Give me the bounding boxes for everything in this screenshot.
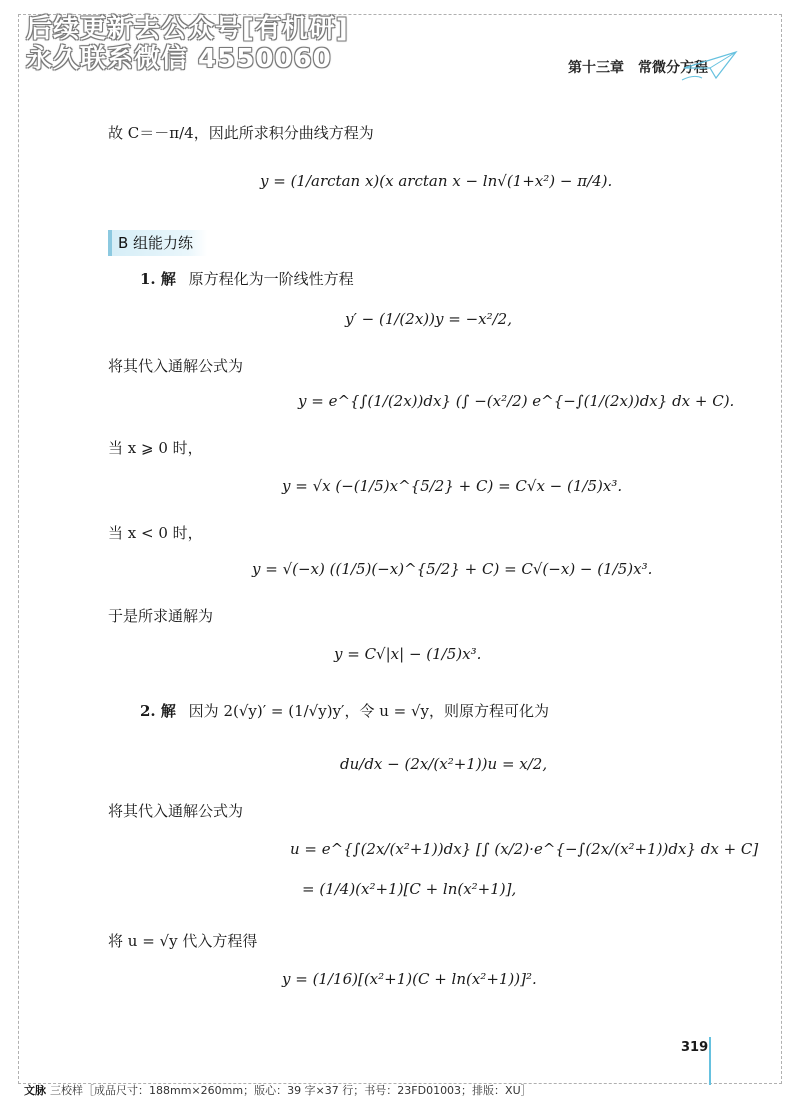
problem-1-text: 原方程化为一阶线性方程 (188, 270, 354, 288)
equation-4: y = √x (−(1/5)x^{5/2} + C) = C√x − (1/5)x³. (282, 477, 623, 495)
text-line: 故 C＝－π/4，因此所求积分曲线方程为 (108, 124, 374, 142)
problem-2-text: 因为 2(√y)′ = (1/√y)y′，令 u = √y，则原方程可化为 (188, 702, 550, 720)
equation-5: y = √(−x) ((1/5)(−x)^{5/2} + C) = C√(−x) − (1/5)x³. (252, 560, 653, 578)
equation-1: y = (1/arctan x)(x arctan x − ln√(1+x²) − π/4). (260, 172, 613, 190)
footer-brand: 文脉 (24, 1084, 46, 1097)
equation-9: y = (1/16)[(x²+1)(C + ln(x²+1))]². (282, 970, 537, 988)
section-title: B 组能力练 (108, 230, 207, 256)
footer (24, 1082, 532, 1098)
equation-8-line-2: = (1/4)(x²+1)[C + ln(x²+1)], (302, 880, 517, 898)
equation-6: y = C√|x| − (1/5)x³. (334, 645, 482, 663)
equation-3: y = e^{∫(1/(2x))dx} (∫ −(x²/2) e^{−∫(1/(2x))dx} dx + C). (298, 392, 735, 410)
text-line: 将 u = √y 代入方程得 (108, 932, 258, 950)
paper-plane-icon (680, 48, 740, 84)
text-line: 当 x ⩾ 0 时， (108, 439, 203, 457)
chapter-header: 第十三章 常微分方程 (568, 60, 708, 76)
equation-8-line-1: u = e^{∫(2x/(x²+1))dx} [∫ (x/2)·e^{−∫(2x/(x²+1))dx} dx + C] (290, 840, 759, 858)
text-line: 将其代入通解公式为 (108, 802, 244, 820)
text-line: 将其代入通解公式为 (108, 357, 244, 375)
watermark-line-2: 永久联系微信 4550060 (26, 44, 332, 74)
equation-2: y′ − (1/(2x))y = −x²/2, (345, 310, 512, 328)
page-number: 319 (681, 1040, 709, 1055)
accent-bar (709, 1037, 711, 1085)
text-line: 于是所求通解为 (108, 607, 214, 625)
problem-2-label: 2. 解 (140, 702, 176, 720)
equation-7: du/dx − (2x/(x²+1))u = x/2, (340, 755, 548, 773)
page-border-right (781, 14, 782, 1084)
footer-text: 三校样［成品尺寸：188mm×260mm；版心：39 字×37 行；书号：23FD01003；排版：XU］ (50, 1084, 532, 1097)
watermark-line-1: 后续更新去公众号[有机研] (26, 14, 349, 44)
text-line: 当 x < 0 时， (108, 524, 203, 542)
page-border-left (18, 14, 19, 1084)
problem-1-label: 1. 解 (140, 270, 176, 288)
